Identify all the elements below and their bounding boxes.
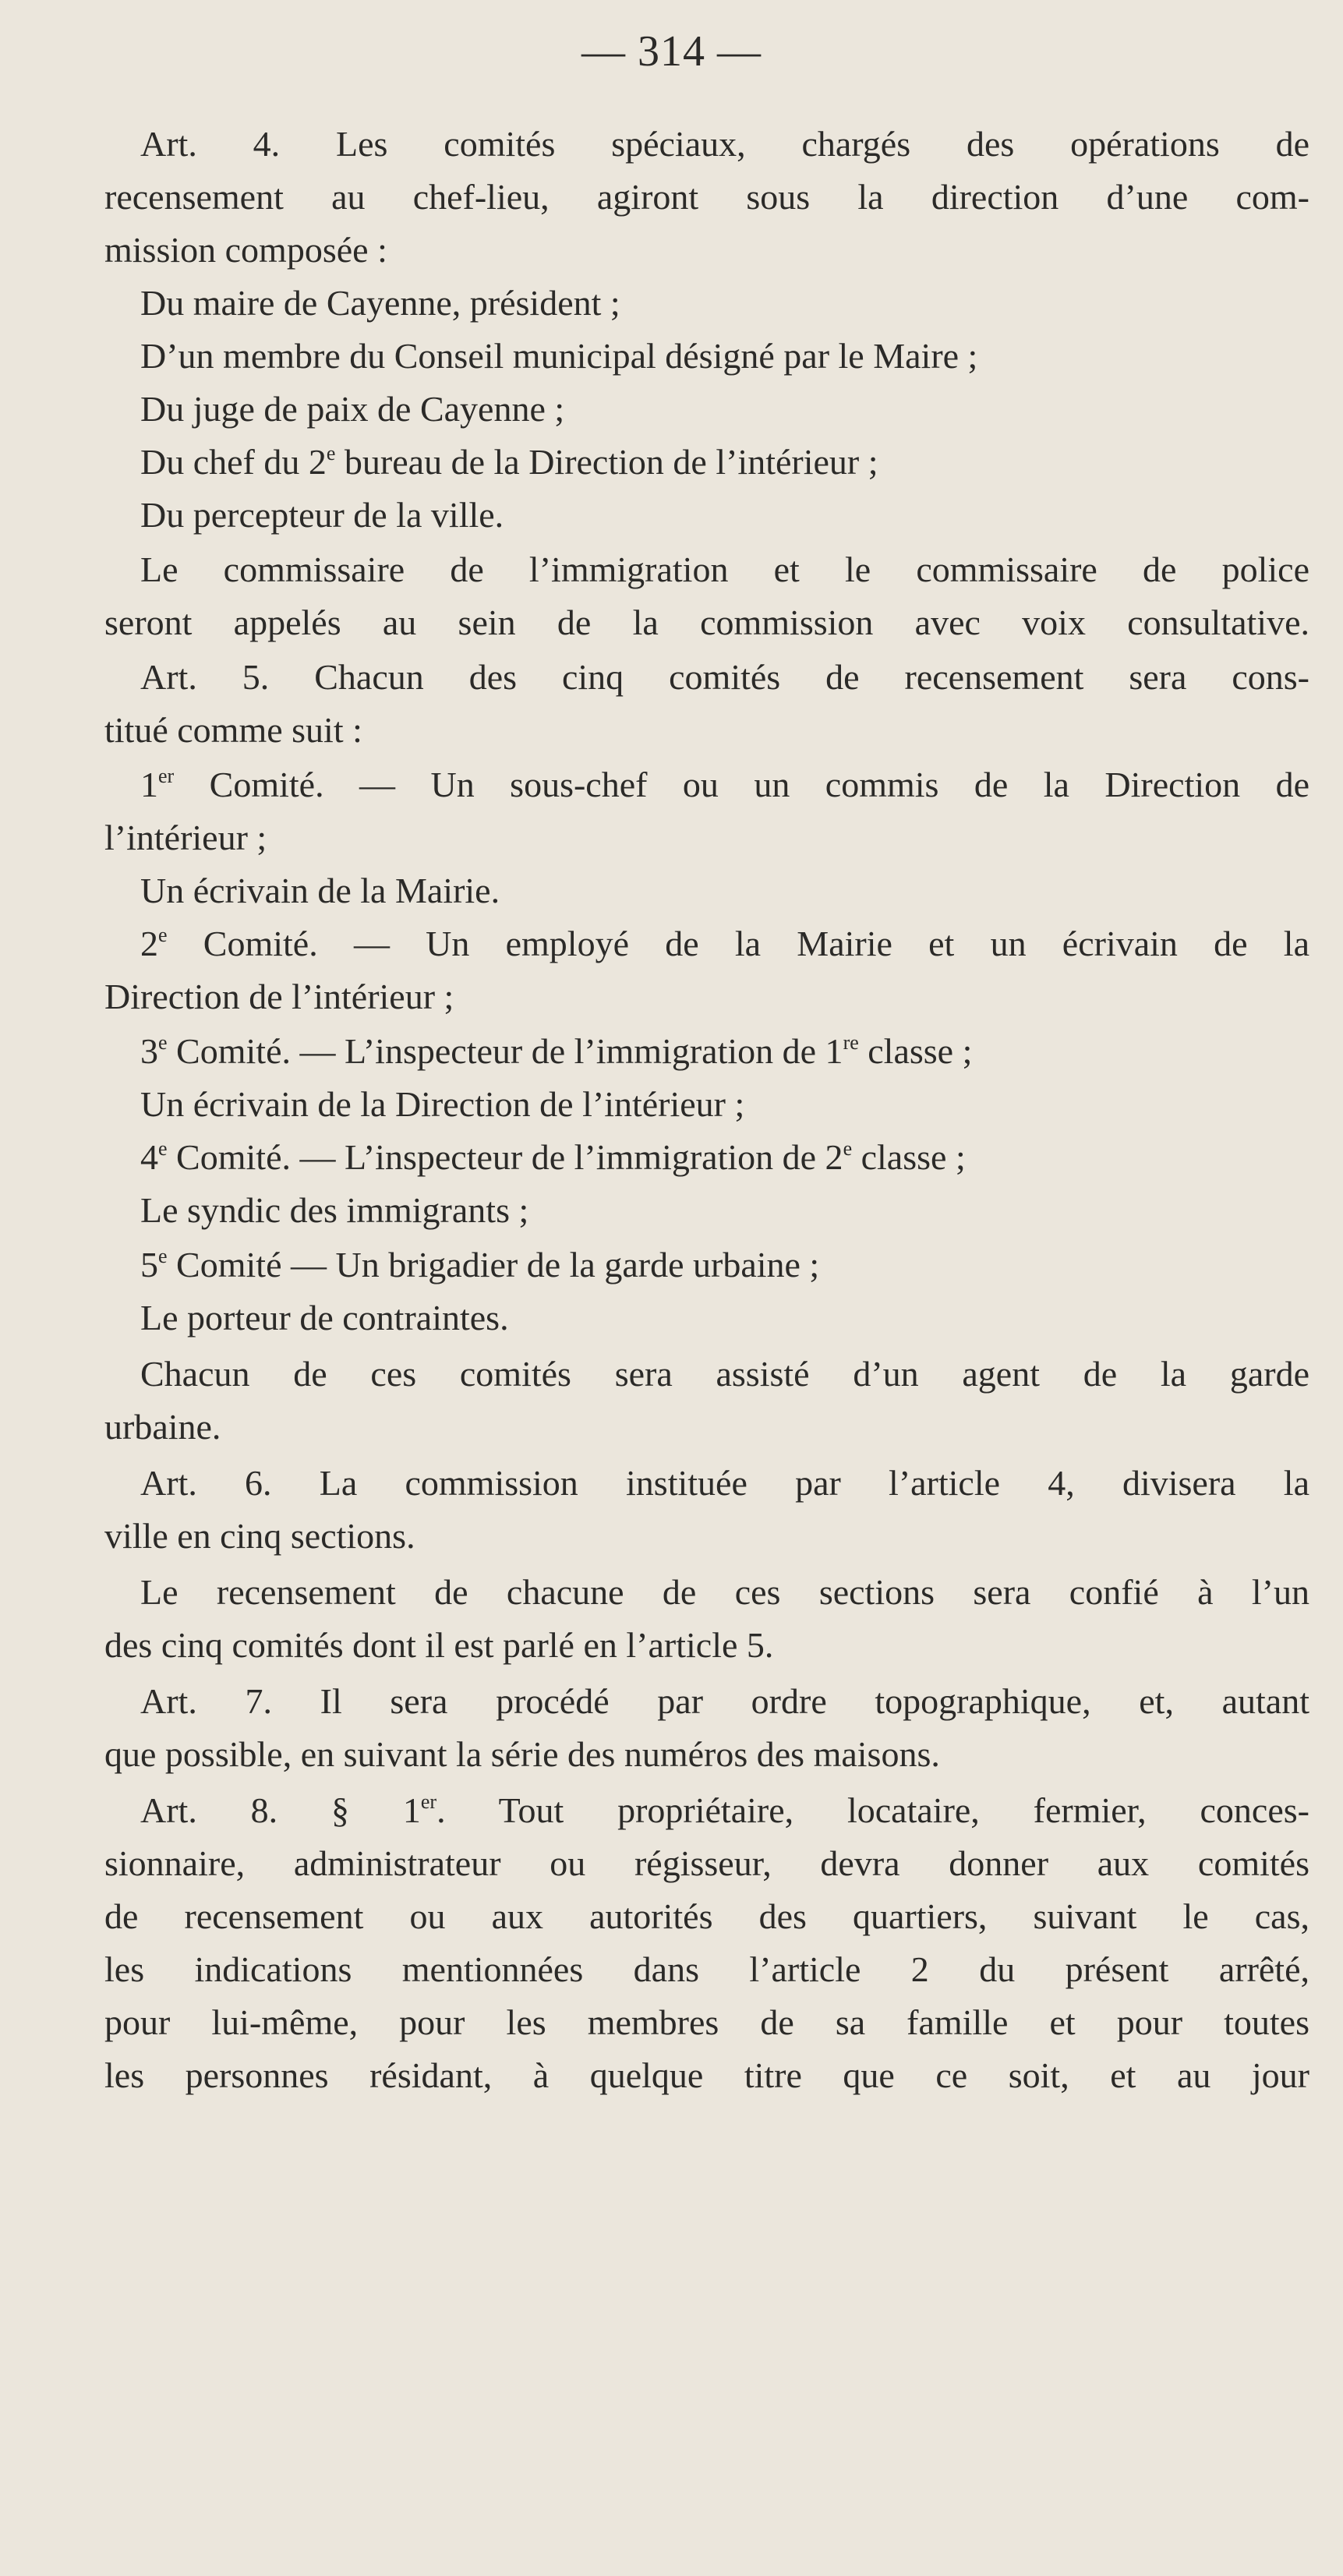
text-line: Art. 6. La commission instituée par l’article 4, divisera la xyxy=(140,1463,1309,1503)
text-line: sionnaire, administrateur ou régisseur, devra donner aux comités xyxy=(104,1843,1309,1883)
text-line: les personnes résidant, à quelque titre que ce soit, et au jour xyxy=(104,2055,1309,2095)
text-line: Du maire de Cayenne, président ; xyxy=(140,283,620,323)
text-line: recensement au chef-lieu, agiront sous la direction d’une com- xyxy=(104,177,1309,217)
text-line: 1er Comité. — Un sous-chef ou un commis de la Direction de xyxy=(140,765,1309,804)
page-number: — 314 — xyxy=(581,27,762,76)
text-line: des cinq comités dont il est parlé en l’article 5. xyxy=(104,1625,774,1665)
text-line: que possible, en suivant la série des numéros des maisons. xyxy=(104,1734,940,1774)
text-line: Un écrivain de la Direction de l’intérieur ; xyxy=(140,1084,745,1124)
text-line: Du percepteur de la ville. xyxy=(140,495,504,535)
text-line: Du chef du 2e bureau de la Direction de l’intérieur ; xyxy=(140,442,878,482)
text-line: pour lui-même, pour les membres de sa famille et pour toutes xyxy=(104,2002,1309,2042)
text-line: Le porteur de contraintes. xyxy=(140,1298,509,1337)
text-line: Art. 4. Les comités spéciaux, chargés des opérations de xyxy=(140,124,1309,164)
text-line: D’un membre du Conseil municipal désigné par le Maire ; xyxy=(140,336,978,376)
text-line: Le recensement de chacune de ces sections sera confié à l’un xyxy=(140,1572,1309,1612)
text-line: Le syndic des immigrants ; xyxy=(140,1190,529,1230)
text-line: 2e Comité. — Un employé de la Mairie et un écrivain de la xyxy=(140,924,1309,963)
text-line: Chacun de ces comités sera assisté d’un agent de la garde xyxy=(140,1354,1309,1394)
text-line: Art. 7. Il sera procédé par ordre topographique, et, autant xyxy=(140,1681,1309,1721)
text-line: seront appelés au sein de la commission avec voix consultative. xyxy=(104,602,1309,642)
text-line: Le commissaire de l’immigration et le commissaire de police xyxy=(140,549,1309,589)
text-line: Art. 8. § 1er. Tout propriétaire, locataire, fermier, conces- xyxy=(140,1790,1309,1830)
text-line: 3e Comité. — L’inspecteur de l’immigration de 1re classe ; xyxy=(140,1031,973,1071)
text-line: 4e Comité. — L’inspecteur de l’immigration de 2e classe ; xyxy=(140,1137,966,1177)
text-line: Un écrivain de la Mairie. xyxy=(140,871,500,910)
text-line: 5e Comité — Un brigadier de la garde urbaine ; xyxy=(140,1245,820,1284)
text-line: Direction de l’intérieur ; xyxy=(104,977,454,1016)
text-line: titué comme suit : xyxy=(104,710,362,750)
text-line: urbaine. xyxy=(104,1407,221,1447)
text-line: ville en cinq sections. xyxy=(104,1516,415,1556)
text-line: de recensement ou aux autorités des quartiers, suivant le cas, xyxy=(104,1896,1309,1936)
text-line: l’intérieur ; xyxy=(104,818,267,857)
text-line: Art. 5. Chacun des cinq comités de recensement sera cons- xyxy=(140,657,1309,697)
text-line: les indications mentionnées dans l’article 2 du présent arrêté, xyxy=(104,1949,1309,1989)
text-line: mission composée : xyxy=(104,230,387,270)
text-line: Du juge de paix de Cayenne ; xyxy=(140,389,565,429)
